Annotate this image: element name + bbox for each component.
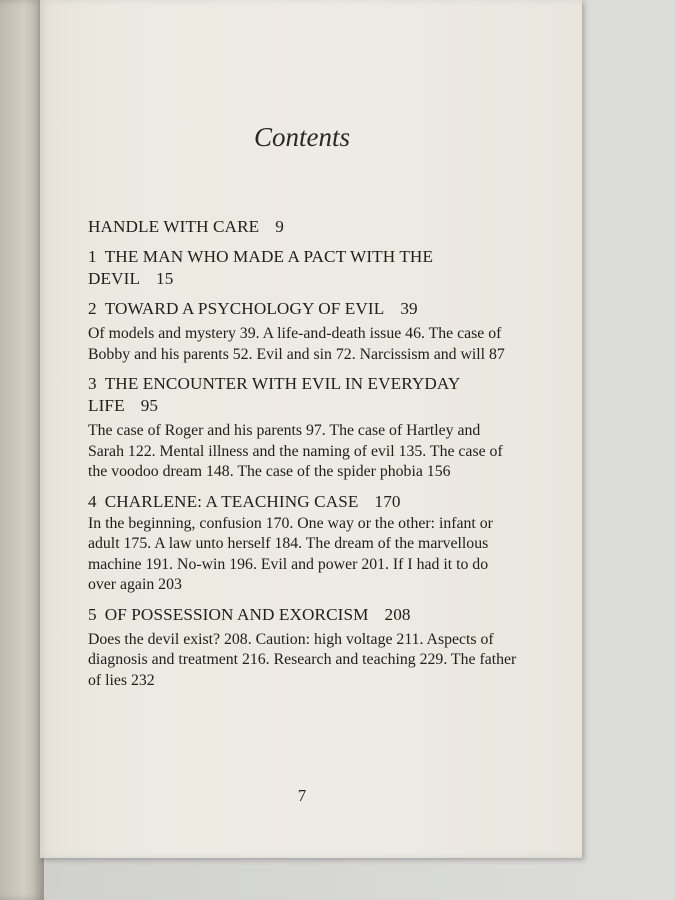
toc-title: TOWARD A PSYCHOLOGY OF EVIL [104, 299, 385, 318]
toc-subsections: Of models and mystery 39. A life-and-death issue 46. The case of Bobby and his parents 52. Evil and sin 72. Narcissism and will 87 [88, 325, 505, 363]
toc-entry-intro [88, 216, 518, 238]
toc-heading [88, 216, 518, 238]
page-number: 7 [297, 786, 307, 805]
table-of-contents [88, 216, 518, 699]
toc-title: OF POSSESSION AND EXORCISM [104, 604, 369, 624]
toc-page: 9 [275, 217, 284, 236]
toc-title: CHARLENE: A TEACHING CASE [104, 491, 359, 511]
chapter-number: 3 [88, 374, 97, 393]
toc-entry-5 [88, 604, 518, 692]
toc-entry-2 [88, 298, 518, 365]
chapter-number: 2 [88, 299, 97, 318]
toc-subsections: In the beginning, confusion 170. One way or the other: infant or adult 175. A law unto herself 184. The dream of the marvellous machine 191. No-win 196. Evil and power 201. If I had it to do over again 203 [88, 514, 493, 593]
toc-page: 15 [156, 269, 174, 288]
toc-page: 39 [400, 299, 418, 318]
toc-title: HANDLE WITH CARE [88, 217, 260, 236]
toc-page: 170 [374, 491, 401, 511]
toc-entry-3 [88, 373, 518, 483]
book-page [40, 0, 582, 858]
toc-subsections: The case of Roger and his parents 97. The case of Hartley and Sarah 122. Mental illness and the naming of evil 135. The case of the voodoo dream 148. The case of the spider phobia 156 [88, 422, 503, 480]
toc-entry-4 [88, 491, 518, 596]
toc-heading [88, 298, 518, 320]
page-title: Contents [253, 122, 350, 152]
toc-entry-1 [88, 246, 518, 290]
toc-heading [88, 246, 518, 290]
toc-title: THE ENCOUNTER WITH EVIL IN EVERYDAY LIFE [88, 374, 460, 415]
previous-page-edge [0, 0, 44, 900]
toc-heading [88, 373, 518, 417]
chapter-number: 4 [88, 491, 97, 511]
toc-heading [88, 604, 518, 626]
toc-subsections: Does the devil exist? 208. Caution: high voltage 211. Aspects of diagnosis and treatment 216. Research and teaching 229. The father of lies 232 [88, 630, 517, 689]
toc-heading [88, 491, 518, 513]
toc-title: THE MAN WHO MADE A PACT WITH THE DEVIL [88, 247, 434, 288]
toc-page: 95 [140, 396, 159, 415]
chapter-number: 5 [88, 604, 97, 624]
chapter-number: 1 [88, 247, 97, 266]
toc-page: 208 [384, 604, 411, 624]
